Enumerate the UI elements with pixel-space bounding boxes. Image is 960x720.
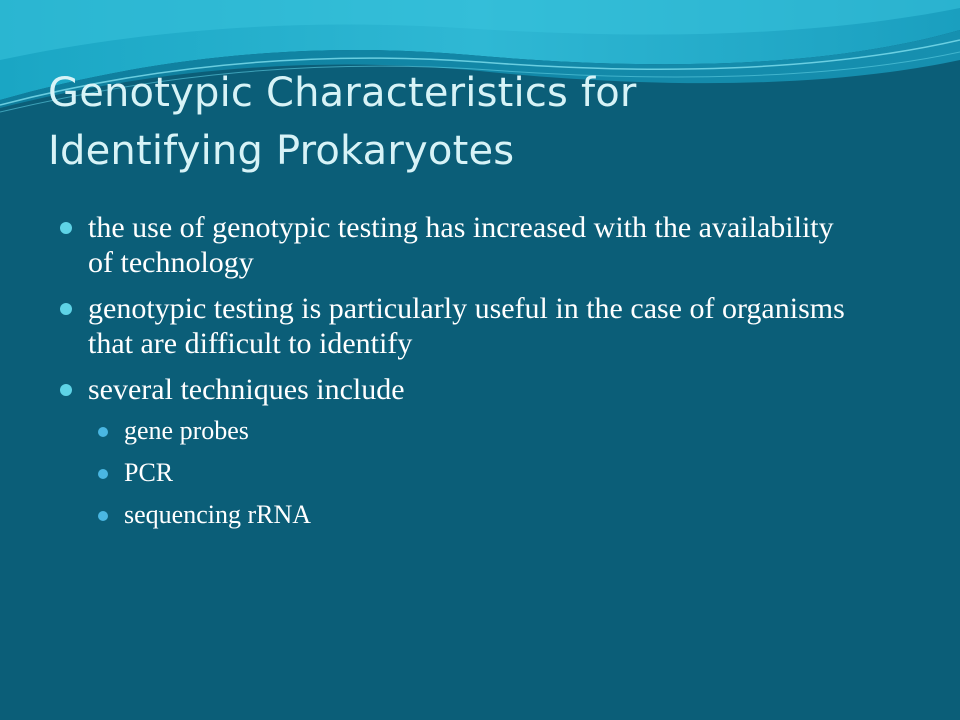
bullet-text: genotypic testing is particularly useful in the case of organisms that are difficult to identify (88, 292, 845, 360)
sub-bullet-dot-icon (98, 427, 108, 437)
sub-bullet-text: gene probes (124, 416, 249, 445)
slide-body (60, 210, 860, 542)
bullet-dot-icon (60, 303, 72, 315)
sub-bullet-list (88, 416, 860, 530)
sub-bullet-item (98, 416, 860, 446)
sub-bullet-item (98, 500, 860, 530)
sub-bullet-item (98, 458, 860, 488)
bullet-list (60, 210, 860, 530)
bullet-text: the use of genotypic testing has increased with the availability of technology (88, 211, 834, 279)
bullet-item (60, 291, 860, 361)
sub-bullet-text: sequencing rRNA (124, 500, 312, 529)
slide-title-line-1: Genotypic Characteristics for (48, 70, 637, 116)
bullet-item (60, 372, 860, 530)
sub-bullet-dot-icon (98, 469, 108, 479)
slide-title (48, 64, 908, 180)
slide-title-line-2: Identifying Prokaryotes (48, 128, 515, 174)
bullet-item (60, 210, 860, 280)
bullet-text: several techniques include (88, 373, 405, 406)
sub-bullet-text: PCR (124, 458, 174, 487)
sub-bullet-dot-icon (98, 511, 108, 521)
bullet-dot-icon (60, 384, 72, 396)
bullet-dot-icon (60, 222, 72, 234)
